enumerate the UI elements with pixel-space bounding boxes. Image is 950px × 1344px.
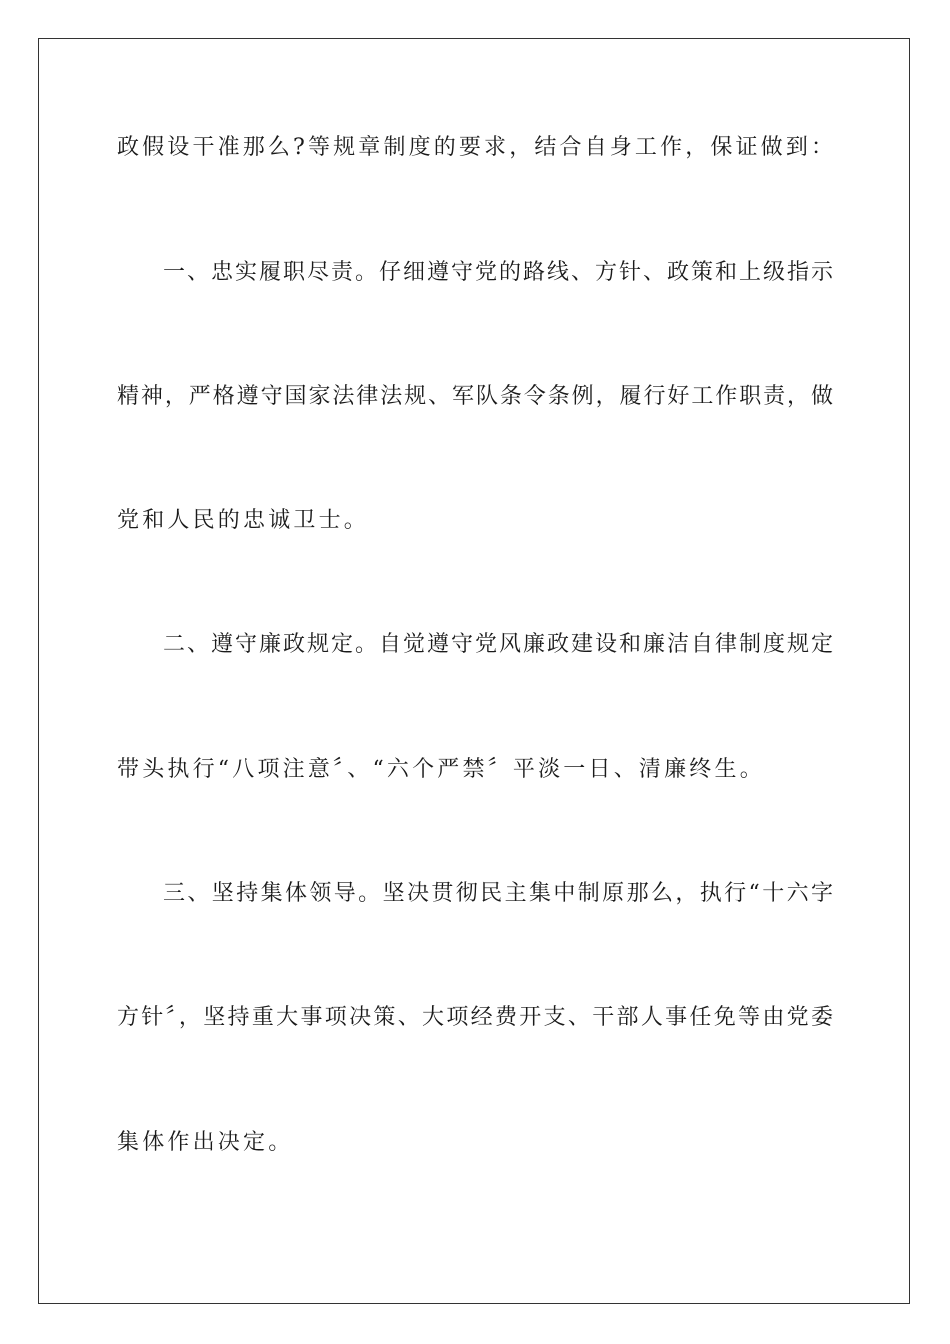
text-line-6: 带头执行“八项注意〞、“六个严禁〞平淡一日、清廉终生。 [117, 757, 765, 782]
text-line-8: 方针〞，坚持重大事项决策、大项经费开支、干部人事任免等由党委 [117, 1005, 833, 1030]
text-line-9: 集体作出决定。 [117, 1130, 294, 1155]
page-frame [38, 38, 910, 1304]
text-line-5: 二、遵守廉政规定。自觉遵守党风廉政建设和廉洁自律制度规定 [163, 632, 833, 657]
text-line-7: 三、坚持集体领导。坚决贯彻民主集中制原那么，执行“十六字 [163, 881, 833, 906]
text-line-2: 一、忠实履职尽责。仔细遵守党的路线、方针、政策和上级指示 [163, 260, 833, 285]
text-line-3: 精神，严格遵守国家法律法规、军队条令条例，履行好工作职责，做 [117, 384, 833, 409]
text-line-4: 党和人民的忠诚卫士。 [117, 508, 370, 533]
text-line-1: 政假设干准那么?等规章制度的要求，结合自身工作，保证做到： [117, 135, 833, 160]
